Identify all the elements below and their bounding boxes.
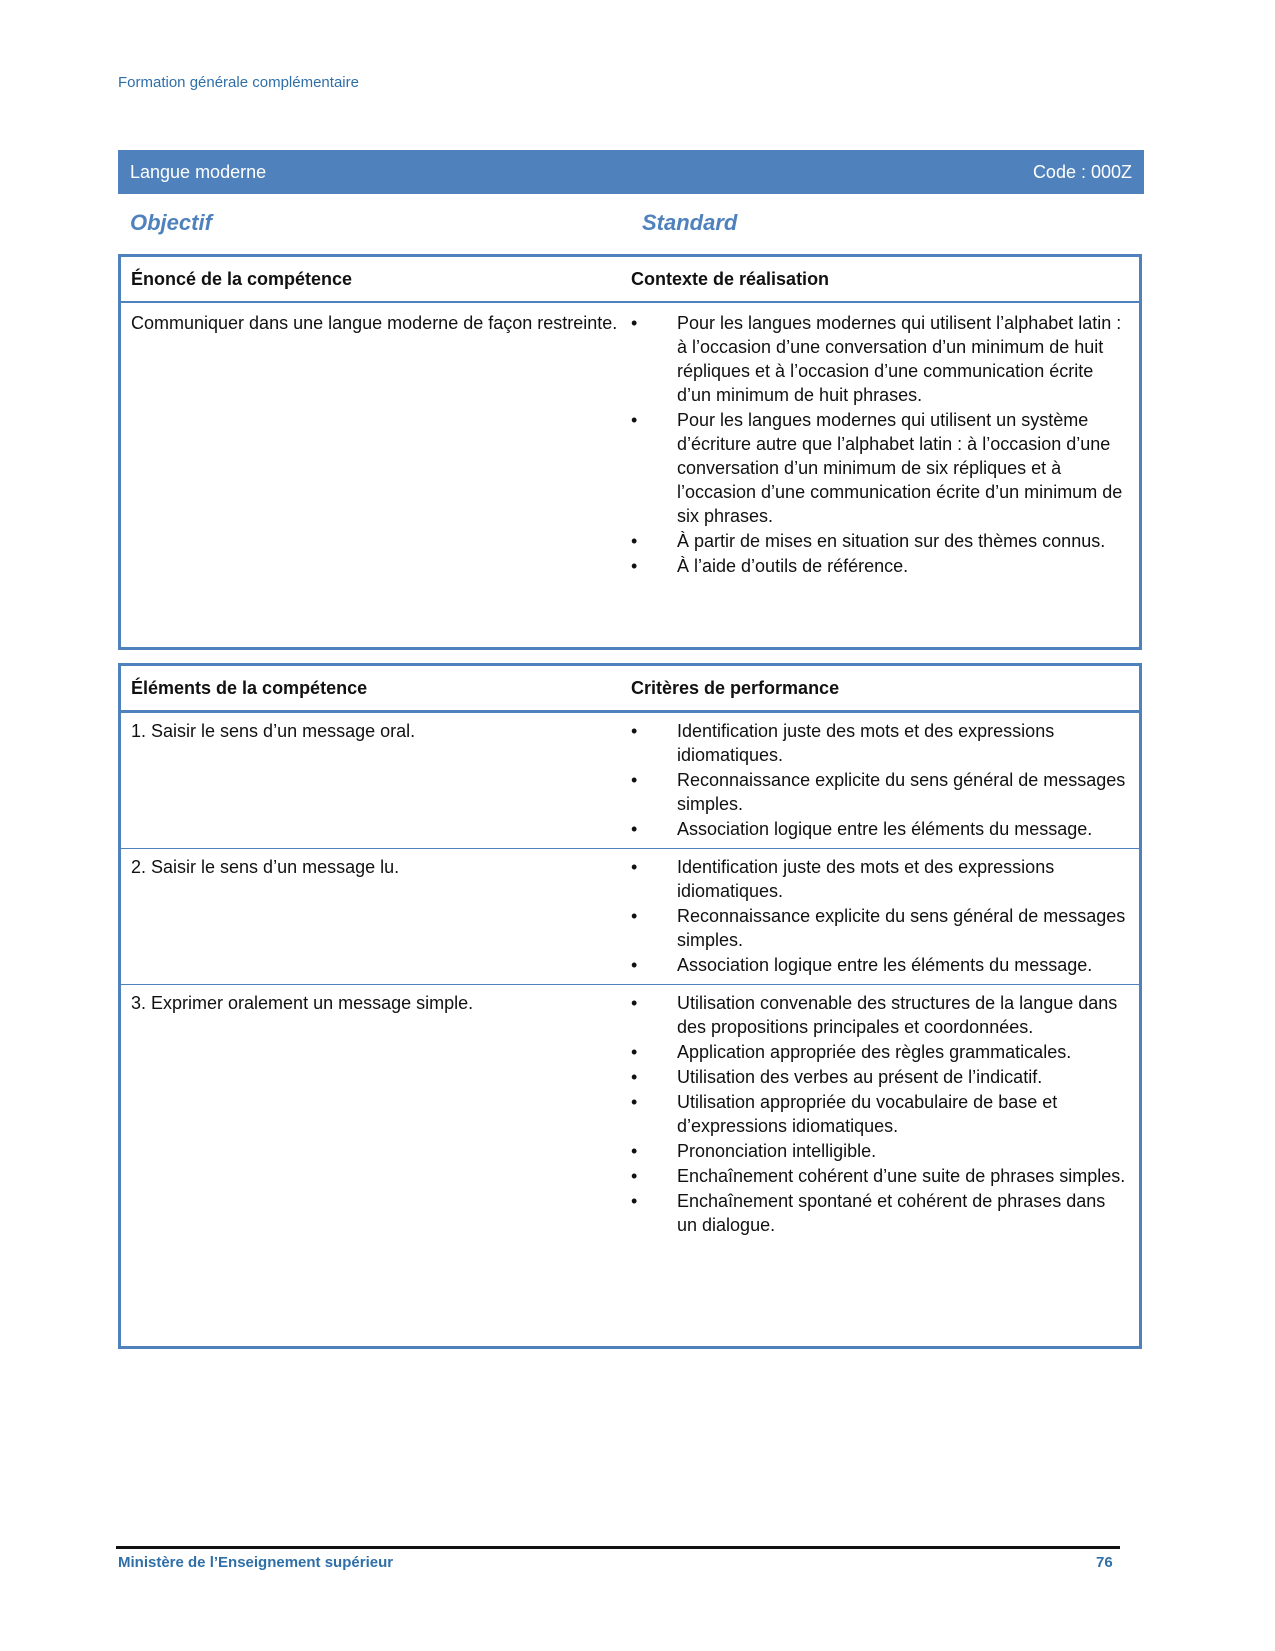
list-item: • Pour les langues modernes qui utilisent un système d’écriture autre que l’alphabet latin : à l’occasion d’une conversation d’un minimum de six répliques et à l’occasion d’une communication écrite d’un minimum de six phrases. [631,408,1129,528]
list-item: • À l’aide d’outils de référence. [631,554,1129,578]
list-item: • Reconnaissance explicite du sens général de messages simples. [631,904,1129,952]
list-item: • Association logique entre les éléments du message. [631,817,1129,841]
criteria-list [631,855,1129,977]
elements-table [118,663,1142,1349]
list-item: • Pour les langues modernes qui utilisent l’alphabet latin : à l’occasion d’une conversation d’un minimum de huit répliques et à l’occasion d’une communication écrite d’un minimum de huit phrases. [631,311,1129,407]
criteria-cell [631,855,1139,978]
running-header: Formation générale complémentaire [118,74,359,91]
context-list-cell [631,311,1139,579]
page-number: 76 [1096,1554,1113,1571]
context-list [631,311,1129,578]
criteria-cell [631,991,1139,1238]
table-header-row [121,257,1139,303]
list-item: • Enchaînement spontané et cohérent de phrases dans un dialogue. [631,1189,1129,1237]
footer-rule [116,1546,1120,1549]
list-item: • Identification juste des mots et des expressions idiomatiques. [631,719,1129,767]
list-item: • Utilisation des verbes au présent de l’indicatif. [631,1065,1129,1089]
criteria-list [631,719,1129,841]
list-item: • À partir de mises en situation sur des thèmes connus. [631,529,1129,553]
footer-ministry: Ministère de l’Enseignement supérieur [118,1554,394,1571]
list-item: • Identification juste des mots et des expressions idiomatiques. [631,855,1129,903]
list-item: • Utilisation convenable des structures de la langue dans des propositions principales et coordonnées. [631,991,1129,1039]
table-row [121,984,1139,1244]
list-item: • Reconnaissance explicite du sens général de messages simples. [631,768,1129,816]
element-2: 2. Saisir le sens d’un message lu. [131,857,400,877]
course-code: Code : 000Z [1032,161,1132,182]
objectif-heading: Objectif [130,210,212,235]
list-item: • Association logique entre les éléments du message. [631,953,1129,977]
element-1: 1. Saisir le sens d’un message oral. [131,721,416,741]
table-row [121,848,1139,984]
criteres-header: Critères de performance [631,677,840,698]
element-3: 3. Exprimer oralement un message simple. [131,993,474,1013]
table-row [121,303,1139,585]
enonce-header: Énoncé de la compétence [131,268,353,289]
competence-table [118,254,1142,650]
list-item: • Enchaînement cohérent d’une suite de phrases simples. [631,1164,1129,1188]
elements-header: Éléments de la compétence [131,677,368,698]
criteria-cell [631,719,1139,842]
title-bar [118,150,1144,194]
contexte-header: Contexte de réalisation [631,268,830,289]
course-title: Langue moderne [130,161,267,182]
standard-heading: Standard [642,210,738,235]
criteria-list [631,991,1129,1237]
table-row [121,712,1139,848]
table-header-row [121,666,1139,712]
competence-statement: Communiquer dans une langue moderne de façon restreinte. [131,313,618,333]
list-item: • Application appropriée des règles grammaticales. [631,1040,1129,1064]
list-item: • Prononciation intelligible. [631,1139,1129,1163]
list-item: • Utilisation appropriée du vocabulaire de base et d’expressions idiomatiques. [631,1090,1129,1138]
